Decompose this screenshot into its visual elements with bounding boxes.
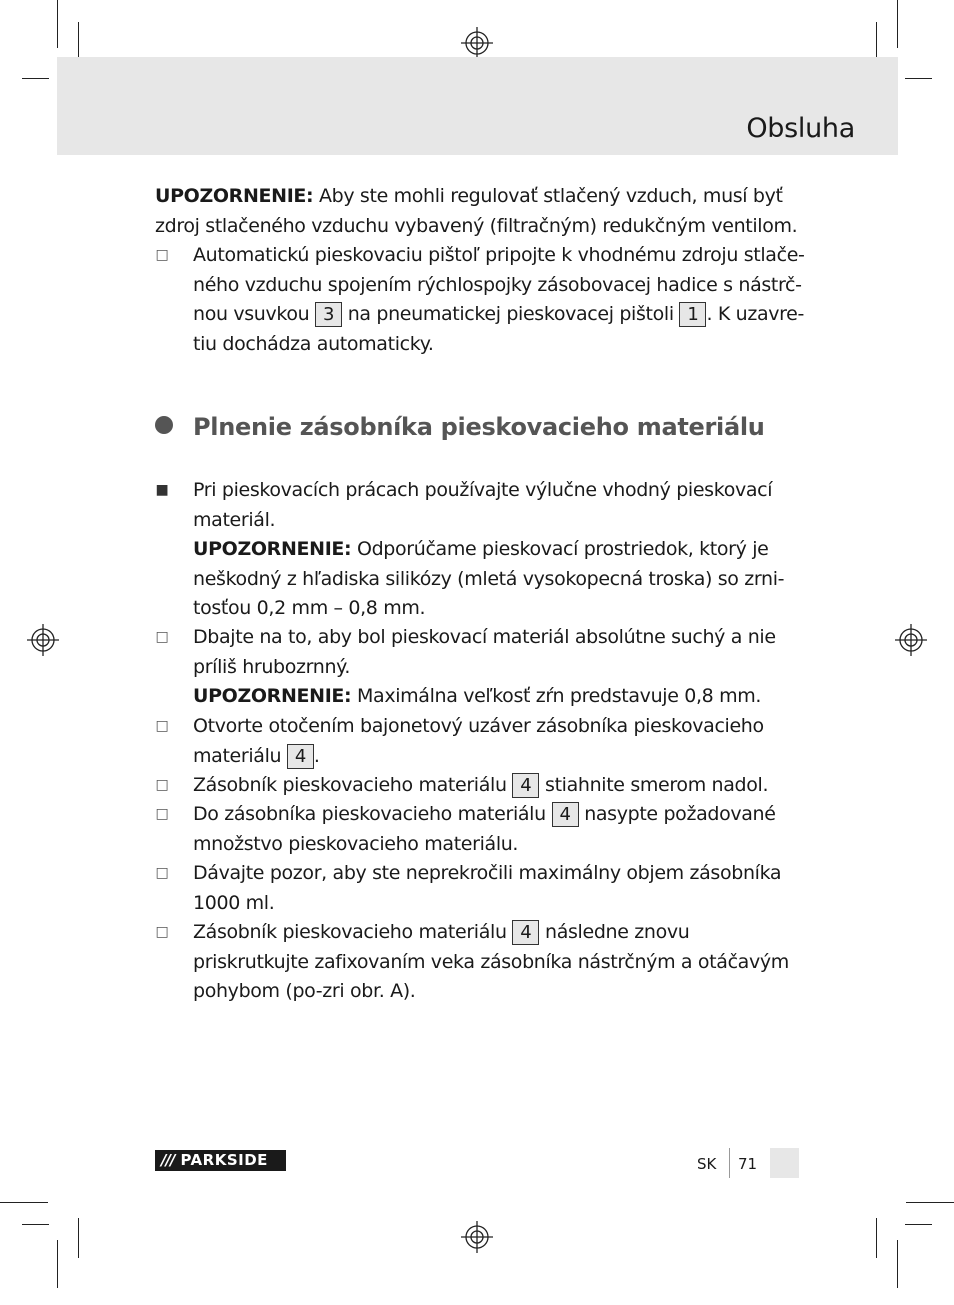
item-text: stiahnite smerom nadol. [539,774,769,796]
bullet-dot-icon [155,416,173,434]
page-tab [770,1148,799,1178]
item-text: Zásobník pieskovacieho materiálu [193,774,513,796]
list-item-body [193,918,805,1007]
checkbox-marker-icon: □ [155,777,169,793]
list-item [155,623,805,712]
list-item [155,241,805,359]
section-heading-text: Plnenie zásobníka pieskovacieho materiálu [193,413,765,441]
item-text: Dbajte na to, aby bol pieskovací materiál absolútne suchý a nie príliš hrubozrnný. [193,626,776,678]
checkbox-marker-icon: □ [155,924,169,940]
item-text: Otvorte otočením bajonetový uzáver zásobníka pieskovacieho materiálu [193,715,764,767]
list-item [155,859,805,918]
part-reference: 4 [287,744,314,769]
note-label: UPOZORNENIE: [193,685,352,707]
brand-logo [155,1150,286,1171]
part-reference: 4 [512,773,539,798]
part-reference: 4 [512,920,539,945]
intro-note [155,182,805,241]
item-text: . [313,744,320,767]
list-item [155,712,805,771]
crop-mark [897,1240,898,1288]
section-heading [155,413,765,441]
crop-mark [78,22,79,62]
crop-mark [57,1240,58,1288]
crop-mark [57,0,58,48]
step-text: . K uzavre-tiu dochádza automaticky. [193,303,805,355]
note-label: UPOZORNENIE: [193,538,352,560]
list-item-body [193,623,805,712]
list-item-body: Dávajte pozor, aby ste neprekročili maximálny objem zásobníka 1000 ml. [193,862,782,914]
item-note [193,682,805,712]
crop-mark [22,1224,49,1225]
list-item [155,918,805,1007]
list-item-body [193,712,805,771]
checkbox-marker-icon: □ [155,247,169,263]
item-text: Pri pieskovacích prácach používajte výlučne vhodný pieskovací materiál. [193,479,773,531]
item-text: Do zásobníka pieskovacieho materiálu [193,803,552,825]
registration-mark-icon [460,1220,494,1254]
registration-mark-icon [460,26,494,60]
crop-mark [905,1224,932,1225]
list-item-body [193,771,805,801]
step-text: Automatickú pieskovaciu pištoľ pripojte k vhodnému zdroju stlače-ného vzduchu spojením rýchlospojky zásobovacej hadice s nástrč-nou vsuvkou [193,244,805,325]
list-item [155,476,805,624]
registration-mark-icon [26,623,60,657]
step-text: na pneumatickej pieskovacej pištoli [342,303,680,325]
crop-mark [0,1202,48,1203]
note-text: Odporúčame pieskovací prostriedok, ktorý je neškodný z hľadiska silikózy (mletá vysokopecná troska) so zrni-tosťou 0,2 mm – 0,8 mm. [193,538,785,619]
footer-divider [729,1148,730,1178]
item-text: následne znovu priskrutkujte zafixovaním veka zásobníka nástrčným a otáčavým pohybom (po-zri obr. A). [193,921,789,1002]
registration-mark-icon [894,623,928,657]
checkbox-marker-icon: □ [155,629,169,645]
part-reference: 3 [315,302,342,327]
crop-mark [897,0,898,48]
square-marker-icon: ■ [155,482,169,498]
checkbox-marker-icon: □ [155,718,169,734]
page-title: Obsluha [746,113,855,144]
item-text: nasypte požadované množstvo pieskovacieho materiálu. [193,803,776,855]
part-reference: 4 [552,802,579,827]
note-label: UPOZORNENIE: [155,185,314,207]
language-code: SK [697,1155,717,1173]
list-item [155,771,805,801]
crop-mark [22,78,49,79]
crop-mark [906,1202,954,1203]
checkbox-marker-icon: □ [155,865,169,881]
crop-mark [876,1218,877,1258]
list-item [155,800,805,859]
item-note [193,535,805,624]
part-reference: 1 [679,302,706,327]
brand-name: PARKSIDE [180,1151,268,1169]
logo-stripes: /// [161,1151,175,1169]
checkbox-marker-icon: □ [155,806,169,822]
note-text: Aby ste mohli regulovať stlačený vzduch, musí byť zdroj stlačeného vzduchu vybavený (filtračným) redukčným ventilom. [155,185,798,237]
crop-mark [905,78,932,79]
crop-mark [78,1218,79,1258]
note-text: Maximálna veľkosť zŕn predstavuje 0,8 mm. [351,685,762,707]
item-text: Zásobník pieskovacieho materiálu [193,921,513,943]
list-item-body [193,800,805,859]
crop-mark [876,22,877,62]
list-item-body [193,476,805,624]
page-number: 71 [738,1155,758,1173]
list-item-body [193,241,805,359]
